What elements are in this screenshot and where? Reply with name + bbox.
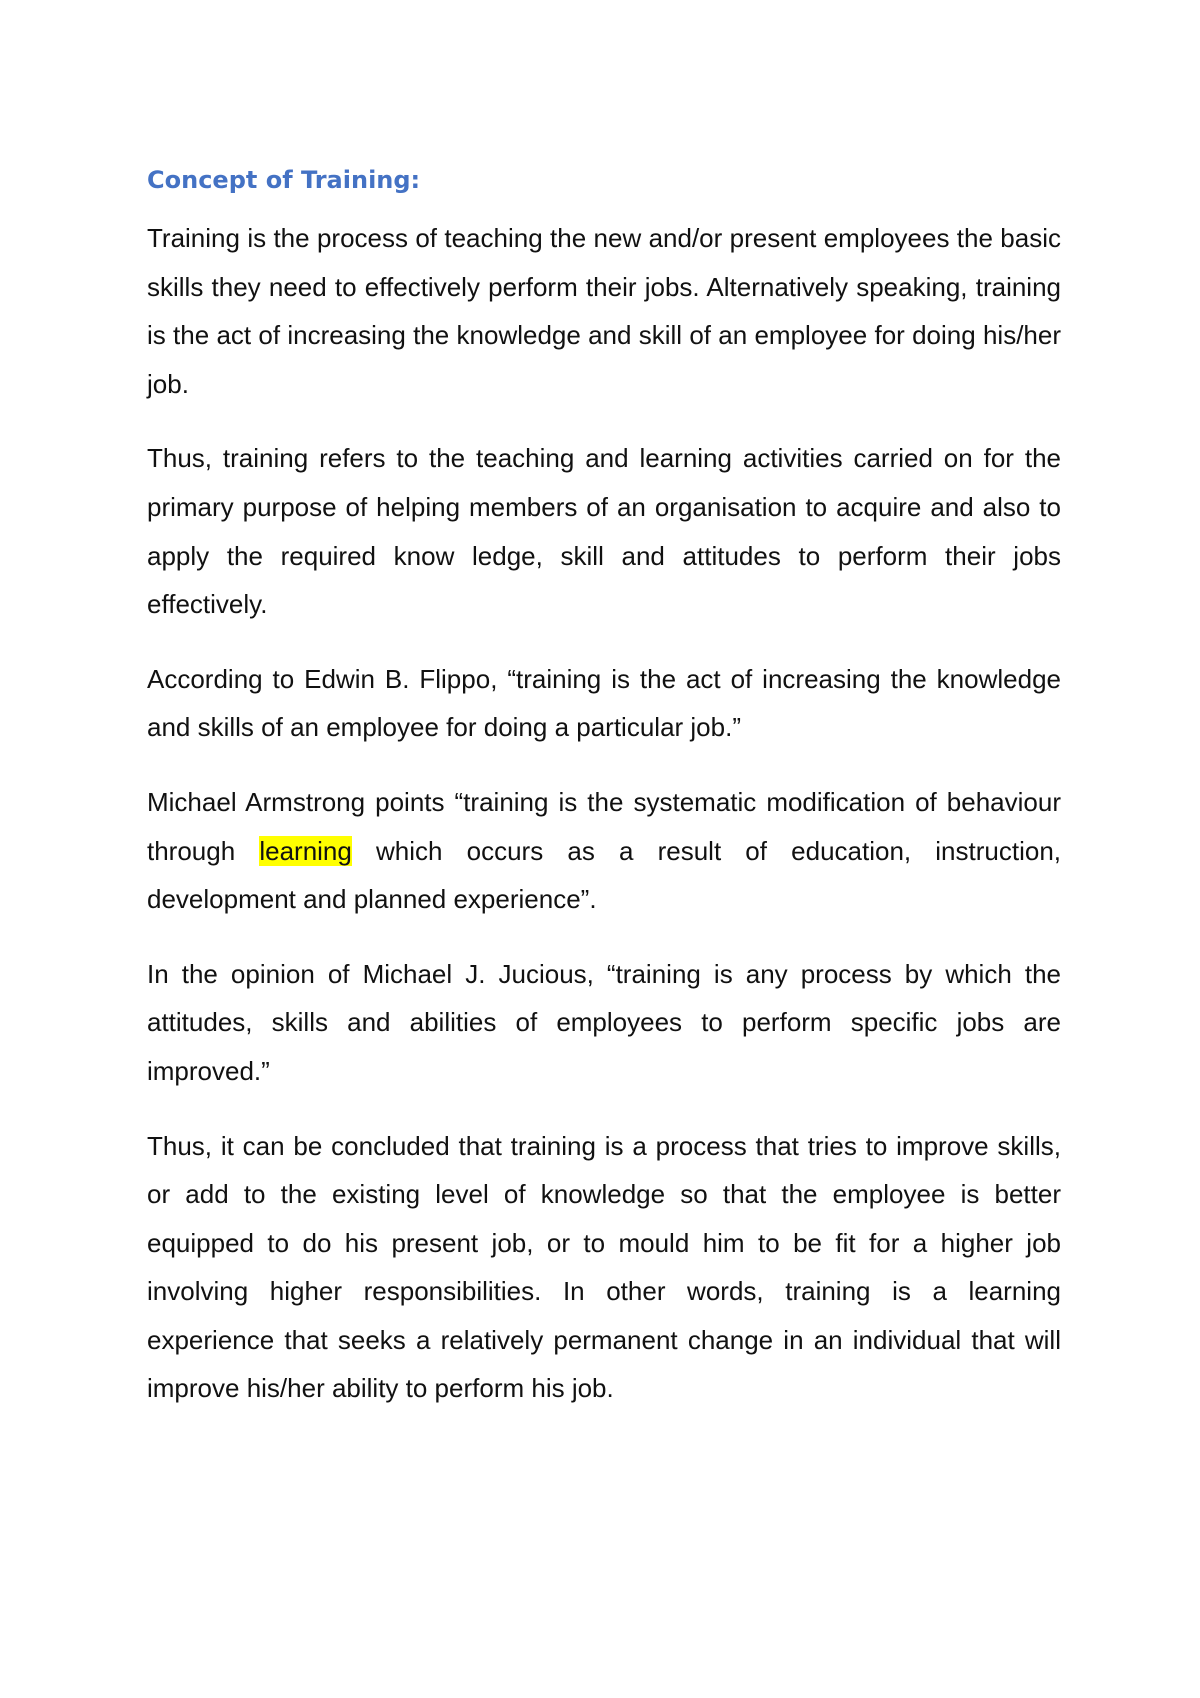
paragraph-jucious-quote: In the opinion of Michael J. Jucious, “training is any process by which the attitudes, skills and abilities of employees to perform specific jobs are improved.” (147, 958, 1061, 1086)
paragraph-purpose: Thus, training refers to the teaching and learning activities carried on for the primary purpose of helping members of an organisation to acquire and also to apply the required know ledge, skill and attitudes to perform their jobs effectively. (147, 443, 1061, 620)
paragraph-armstrong-quote (147, 778, 1061, 924)
section-heading: Concept of Training: (147, 166, 421, 194)
highlighted-word: learning (259, 835, 352, 866)
armstrong-text-after: which occurs as a result of education, instruction, development and planned experience”. (147, 835, 1062, 915)
paragraph-conclusion: Thus, it can be concluded that training is a process that tries to improve skills, or add to the existing level of knowledge so that the employee is better equipped to do his present job, or to mould him to be fit for a higher job involving higher responsibilities. In other words, training is a learning experience that seeks a relatively permanent change in an individual that will improve his/her ability to perform his job. (147, 1130, 1061, 1404)
document-body (147, 160, 1061, 1439)
paragraph-flippo-quote: According to Edwin B. Flippo, “training is the act of increasing the knowledge and skills of an employee for doing a particular job.” (147, 663, 1061, 743)
paragraph-definition: Training is the process of teaching the new and/or present employees the basic skills they need to effectively perform their jobs. Alternatively speaking, training is the act of increasing the knowledge and skill of an employee for doing his/her job. (147, 223, 1061, 399)
armstrong-text-before: Michael Armstrong points “training is the systematic modification of behaviour through (147, 786, 1061, 866)
